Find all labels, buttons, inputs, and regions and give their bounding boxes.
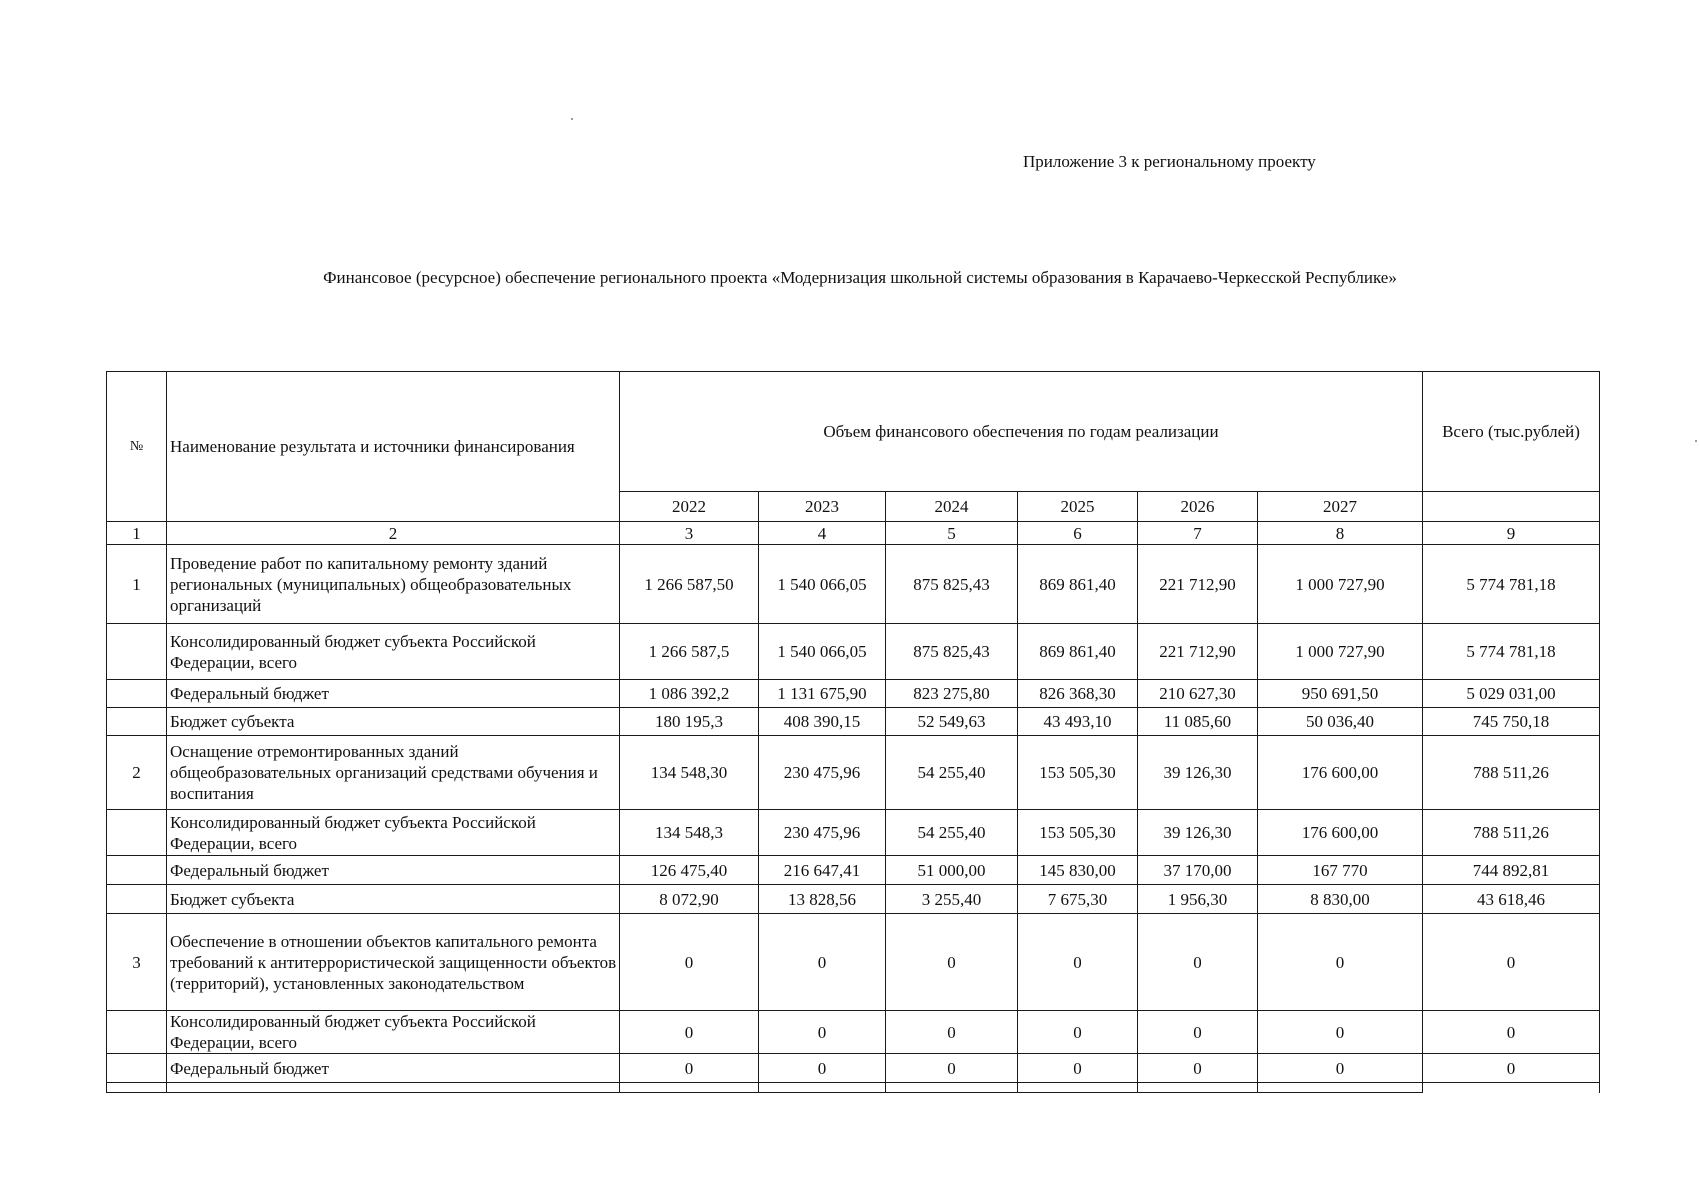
total-cell: 0 (1423, 1054, 1600, 1083)
value-cell-2025: 153 505,30 (1018, 810, 1138, 856)
row-name: Бюджет субъекта (167, 885, 620, 914)
row-number (107, 708, 167, 736)
total-cell: 744 892,81 (1423, 856, 1600, 885)
row-name: Консолидированный бюджет субъекта Российской Федерации, всего (167, 810, 620, 856)
value-cell-2026: 1 956,30 (1138, 885, 1258, 914)
empty-cell (107, 1083, 167, 1093)
value-cell-2022: 8 072,90 (620, 885, 759, 914)
value-cell-2022: 1 266 587,5 (620, 624, 759, 680)
year-2022: 2022 (620, 492, 759, 522)
value-cell-2026: 210 627,30 (1138, 680, 1258, 708)
empty-cell (1258, 1083, 1423, 1093)
value-cell-2027: 176 600,00 (1258, 810, 1423, 856)
value-cell-2027: 176 600,00 (1258, 736, 1423, 810)
value-cell-2024: 0 (886, 1054, 1018, 1083)
year-2027: 2027 (1258, 492, 1423, 522)
row-name: Федеральный бюджет (167, 856, 620, 885)
value-cell-2026: 39 126,30 (1138, 810, 1258, 856)
table-row (107, 914, 1600, 1011)
value-cell-2024: 51 000,00 (886, 856, 1018, 885)
value-cell-2026: 221 712,90 (1138, 624, 1258, 680)
total-cell: 745 750,18 (1423, 708, 1600, 736)
value-cell-2026: 11 085,60 (1138, 708, 1258, 736)
col-number: 4 (759, 522, 886, 545)
total-cell: 0 (1423, 1011, 1600, 1054)
value-cell-2022: 1 266 587,50 (620, 545, 759, 624)
table-row (107, 810, 1600, 856)
empty-cell (1423, 1083, 1600, 1093)
cut-off-row (107, 1083, 1600, 1093)
value-cell-2025: 7 675,30 (1018, 885, 1138, 914)
year-2025: 2025 (1018, 492, 1138, 522)
empty-cell (886, 1083, 1018, 1093)
table-body (107, 372, 1600, 1093)
table-row (107, 1011, 1600, 1054)
value-cell-2022: 0 (620, 1054, 759, 1083)
value-cell-2023: 230 475,96 (759, 736, 886, 810)
value-cell-2027: 1 000 727,90 (1258, 545, 1423, 624)
col-number: 1 (107, 522, 167, 545)
value-cell-2023: 216 647,41 (759, 856, 886, 885)
value-cell-2027: 950 691,50 (1258, 680, 1423, 708)
row-number: 3 (107, 914, 167, 1011)
total-cell: 788 511,26 (1423, 736, 1600, 810)
col-number: 9 (1423, 522, 1600, 545)
header-no: № (107, 372, 167, 522)
empty-cell (620, 1083, 759, 1093)
row-name: Проведение работ по капитальному ремонту зданий региональных (муниципальных) общеобразовательных организаций (167, 545, 620, 624)
value-cell-2027: 0 (1258, 914, 1423, 1011)
scan-speck (1695, 440, 1697, 442)
header-volume: Объем финансового обеспечения по годам реализации (620, 372, 1423, 492)
header-row (107, 372, 1600, 492)
row-number (107, 680, 167, 708)
value-cell-2026: 0 (1138, 1054, 1258, 1083)
row-number (107, 1011, 167, 1054)
value-cell-2025: 826 368,30 (1018, 680, 1138, 708)
col-number: 8 (1258, 522, 1423, 545)
row-number (107, 1054, 167, 1083)
value-cell-2023: 1 540 066,05 (759, 545, 886, 624)
row-number (107, 810, 167, 856)
value-cell-2025: 0 (1018, 1011, 1138, 1054)
empty-cell (759, 1083, 886, 1093)
total-cell: 788 511,26 (1423, 810, 1600, 856)
value-cell-2027: 1 000 727,90 (1258, 624, 1423, 680)
year-2026: 2026 (1138, 492, 1258, 522)
value-cell-2023: 230 475,96 (759, 810, 886, 856)
scan-speck (571, 118, 573, 120)
row-name: Федеральный бюджет (167, 1054, 620, 1083)
value-cell-2022: 0 (620, 914, 759, 1011)
table-row (107, 624, 1600, 680)
table-row (107, 885, 1600, 914)
document-title: Финансовое (ресурсное) обеспечение регионального проекта «Модернизация школьной системы образования в Карачаево-Черкесской Республике» (323, 268, 1397, 287)
table-row (107, 708, 1600, 736)
table-row (107, 545, 1600, 624)
row-number: 1 (107, 545, 167, 624)
value-cell-2026: 39 126,30 (1138, 736, 1258, 810)
value-cell-2025: 0 (1018, 914, 1138, 1011)
col-number: 3 (620, 522, 759, 545)
appendix-label: Приложение 3 к региональному проекту (1023, 152, 1316, 171)
value-cell-2024: 0 (886, 1011, 1018, 1054)
value-cell-2026: 221 712,90 (1138, 545, 1258, 624)
row-number (107, 856, 167, 885)
col-number: 2 (167, 522, 620, 545)
row-name: Бюджет субъекта (167, 708, 620, 736)
value-cell-2024: 875 825,43 (886, 624, 1018, 680)
table-row (107, 856, 1600, 885)
value-cell-2024: 0 (886, 914, 1018, 1011)
col-number: 6 (1018, 522, 1138, 545)
value-cell-2027: 8 830,00 (1258, 885, 1423, 914)
column-numbers-row (107, 522, 1600, 545)
value-cell-2026: 0 (1138, 914, 1258, 1011)
table-row (107, 1054, 1600, 1083)
value-cell-2025: 153 505,30 (1018, 736, 1138, 810)
row-name: Консолидированный бюджет субъекта Российской Федерации, всего (167, 624, 620, 680)
value-cell-2027: 0 (1258, 1011, 1423, 1054)
total-cell: 43 618,46 (1423, 885, 1600, 914)
value-cell-2027: 50 036,40 (1258, 708, 1423, 736)
value-cell-2027: 0 (1258, 1054, 1423, 1083)
value-cell-2023: 0 (759, 1054, 886, 1083)
financing-table (106, 371, 1600, 1093)
value-cell-2022: 180 195,3 (620, 708, 759, 736)
value-cell-2025: 43 493,10 (1018, 708, 1138, 736)
row-number: 2 (107, 736, 167, 810)
value-cell-2026: 0 (1138, 1011, 1258, 1054)
col-number: 5 (886, 522, 1018, 545)
value-cell-2022: 134 548,3 (620, 810, 759, 856)
value-cell-2025: 869 861,40 (1018, 624, 1138, 680)
value-cell-2022: 134 548,30 (620, 736, 759, 810)
row-name: Федеральный бюджет (167, 680, 620, 708)
value-cell-2024: 3 255,40 (886, 885, 1018, 914)
empty-cell (167, 1083, 620, 1093)
total-cell: 0 (1423, 914, 1600, 1011)
value-cell-2024: 875 825,43 (886, 545, 1018, 624)
table-row (107, 736, 1600, 810)
value-cell-2026: 37 170,00 (1138, 856, 1258, 885)
value-cell-2022: 1 086 392,2 (620, 680, 759, 708)
total-cell: 5 774 781,18 (1423, 624, 1600, 680)
year-2024: 2024 (886, 492, 1018, 522)
value-cell-2024: 52 549,63 (886, 708, 1018, 736)
row-name: Консолидированный бюджет субъекта Российской Федерации, всего (167, 1011, 620, 1054)
value-cell-2025: 145 830,00 (1018, 856, 1138, 885)
value-cell-2022: 0 (620, 1011, 759, 1054)
value-cell-2023: 1 131 675,90 (759, 680, 886, 708)
col-number: 7 (1138, 522, 1258, 545)
empty-cell (1138, 1083, 1258, 1093)
value-cell-2023: 1 540 066,05 (759, 624, 886, 680)
value-cell-2024: 54 255,40 (886, 810, 1018, 856)
value-cell-2023: 0 (759, 914, 886, 1011)
value-cell-2022: 126 475,40 (620, 856, 759, 885)
value-cell-2023: 13 828,56 (759, 885, 886, 914)
value-cell-2023: 0 (759, 1011, 886, 1054)
row-number (107, 624, 167, 680)
total-cell: 5 774 781,18 (1423, 545, 1600, 624)
row-name: Оснащение отремонтированных зданий общеобразовательных организаций средствами обучения и воспитания (167, 736, 620, 810)
row-name: Обеспечение в отношении объектов капитального ремонта требований к антитеррористической защищенности объектов (территорий), установленных законодательством (167, 914, 620, 1011)
header-total: Всего (тыс.рублей) (1423, 372, 1600, 492)
value-cell-2024: 823 275,80 (886, 680, 1018, 708)
value-cell-2024: 54 255,40 (886, 736, 1018, 810)
header-name: Наименование результата и источники финансирования (167, 372, 620, 522)
value-cell-2025: 869 861,40 (1018, 545, 1138, 624)
total-cell: 5 029 031,00 (1423, 680, 1600, 708)
empty-cell (1018, 1083, 1138, 1093)
value-cell-2025: 0 (1018, 1054, 1138, 1083)
value-cell-2023: 408 390,15 (759, 708, 886, 736)
table-row (107, 680, 1600, 708)
row-number (107, 885, 167, 914)
year-2023: 2023 (759, 492, 886, 522)
value-cell-2027: 167 770 (1258, 856, 1423, 885)
year-total-blank (1423, 492, 1600, 522)
